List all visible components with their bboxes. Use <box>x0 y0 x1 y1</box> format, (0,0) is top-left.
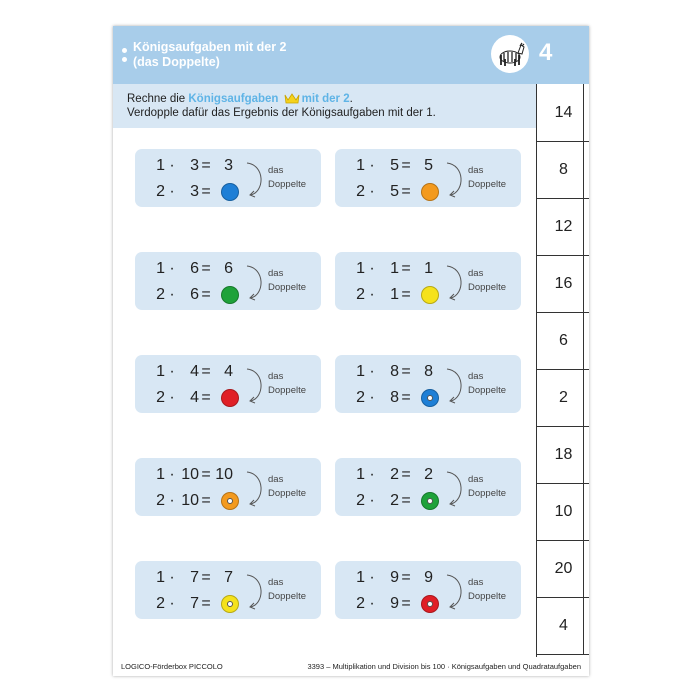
times-sign: · <box>169 157 175 174</box>
instruction-highlight: Königsaufgaben <box>188 93 279 105</box>
base-result: 4 <box>224 363 233 380</box>
answer-cell[interactable] <box>537 483 589 541</box>
exercise-card <box>335 252 521 310</box>
title-line-1: Königsaufgaben mit der 2 <box>133 40 287 54</box>
answer-color-dot-icon[interactable] <box>221 389 239 407</box>
answer-tab-divider <box>583 255 589 312</box>
equals-sign: = <box>401 569 411 586</box>
answer-cell[interactable] <box>537 312 589 370</box>
double-equation <box>351 389 413 407</box>
curved-arrow-icon <box>445 573 467 611</box>
base-equation <box>151 466 233 484</box>
times-sign: · <box>169 466 175 483</box>
answer-tab-divider <box>583 141 589 198</box>
base-result: 10 <box>215 466 233 483</box>
times-sign: · <box>169 595 175 612</box>
doubling-label: das <box>268 474 284 485</box>
times-sign: · <box>369 569 375 586</box>
footer-left: LOGICO-Förderbox PICCOLO <box>121 662 223 671</box>
times-sign: · <box>369 286 375 303</box>
page-number: 4 <box>539 39 553 66</box>
equals-sign: = <box>201 569 211 586</box>
doubling-label: das <box>268 371 284 382</box>
factor-1: 1 <box>156 260 165 277</box>
equals-sign: = <box>201 286 211 303</box>
equals-sign: = <box>201 466 211 483</box>
doubling-label: Doppelte <box>468 385 507 396</box>
factor-2: 9 <box>390 595 399 612</box>
exercise-card <box>135 149 321 207</box>
doubling-label: das <box>268 165 284 176</box>
answer-cell[interactable] <box>537 597 589 655</box>
base-result: 2 <box>424 466 433 483</box>
factor-1: 1 <box>356 260 365 277</box>
factor-1: 2 <box>356 595 365 612</box>
doubling-label: das <box>268 268 284 279</box>
instructions-panel <box>113 84 536 128</box>
answer-cell[interactable] <box>537 141 589 199</box>
exercise-card <box>335 149 521 207</box>
answer-value: 10 <box>554 502 573 520</box>
factor-2: 6 <box>190 260 199 277</box>
factor-2: 8 <box>390 389 399 406</box>
factor-1: 2 <box>156 286 165 303</box>
factor-1: 2 <box>356 492 365 509</box>
instruction-period: . <box>349 93 353 105</box>
base-equation <box>351 466 433 484</box>
exercise-card <box>335 458 521 516</box>
answer-color-dot-icon[interactable] <box>221 492 239 510</box>
doubling-label: Doppelte <box>468 488 507 499</box>
doubling-label: das <box>468 577 484 588</box>
answer-color-dot-icon[interactable] <box>221 183 239 201</box>
doubling-label: das <box>468 165 484 176</box>
footer-right: 3393 – Multiplikation und Division bis 100 · Königsaufgaben und Quadrataufgaben <box>307 662 581 671</box>
answer-cell[interactable] <box>537 540 589 598</box>
answer-value: 2 <box>559 388 568 406</box>
answer-cell[interactable] <box>537 369 589 427</box>
times-sign: · <box>169 492 175 509</box>
base-result: 7 <box>224 569 233 586</box>
base-equation <box>151 260 233 278</box>
double-equation <box>351 492 413 510</box>
answer-color-dot-icon[interactable] <box>221 595 239 613</box>
answer-color-dot-icon[interactable] <box>421 389 439 407</box>
answer-value: 6 <box>559 331 568 349</box>
answer-value: 4 <box>559 616 568 634</box>
double-equation <box>351 183 413 201</box>
factor-1: 2 <box>356 389 365 406</box>
doubling-label: das <box>468 268 484 279</box>
curved-arrow-icon <box>245 367 267 405</box>
base-result: 5 <box>424 157 433 174</box>
factor-1: 1 <box>156 466 165 483</box>
header-bar <box>113 26 589 84</box>
times-sign: · <box>169 183 175 200</box>
times-sign: · <box>369 492 375 509</box>
crown-icon <box>284 92 300 107</box>
factor-2: 7 <box>190 595 199 612</box>
factor-2: 2 <box>390 466 399 483</box>
doubling-label: Doppelte <box>268 591 307 602</box>
times-sign: · <box>369 466 375 483</box>
answer-value: 8 <box>559 160 568 178</box>
answer-tab-divider <box>583 369 589 426</box>
answer-cell[interactable] <box>537 198 589 256</box>
doubling-label: Doppelte <box>268 282 307 293</box>
doubling-label: Doppelte <box>468 591 507 602</box>
instruction-text: Rechne die <box>127 93 189 105</box>
base-equation <box>151 157 233 175</box>
equals-sign: = <box>201 492 211 509</box>
curved-arrow-icon <box>445 470 467 508</box>
double-equation <box>151 286 213 304</box>
factor-2: 1 <box>390 260 399 277</box>
answer-tab-divider <box>583 312 589 369</box>
exercise-card <box>135 458 321 516</box>
base-equation <box>151 363 233 381</box>
times-sign: · <box>169 286 175 303</box>
equals-sign: = <box>201 157 211 174</box>
base-result: 3 <box>224 157 233 174</box>
double-equation <box>351 286 413 304</box>
equals-sign: = <box>201 595 211 612</box>
double-equation <box>151 595 213 613</box>
worksheet-title <box>133 40 287 70</box>
factor-2: 4 <box>190 389 199 406</box>
equals-sign: = <box>201 389 211 406</box>
equals-sign: = <box>201 363 211 380</box>
answer-tab-divider <box>583 426 589 483</box>
base-equation <box>151 569 233 587</box>
equals-sign: = <box>201 183 211 200</box>
factor-1: 1 <box>356 466 365 483</box>
factor-2: 1 <box>390 286 399 303</box>
times-sign: · <box>169 569 175 586</box>
answer-value: 14 <box>554 103 573 121</box>
curved-arrow-icon <box>245 161 267 199</box>
equals-sign: = <box>401 492 411 509</box>
double-equation <box>151 183 213 201</box>
factor-1: 1 <box>356 569 365 586</box>
double-equation <box>151 492 213 510</box>
factor-2: 10 <box>181 492 199 509</box>
instruction-line-1 <box>127 92 353 107</box>
doubling-label: Doppelte <box>468 179 507 190</box>
bullet-dots-icon <box>122 48 128 66</box>
doubling-label: das <box>468 474 484 485</box>
exercise-card <box>135 561 321 619</box>
factor-1: 2 <box>156 492 165 509</box>
doubling-label: Doppelte <box>268 488 307 499</box>
answer-value: 18 <box>554 445 573 463</box>
times-sign: · <box>169 260 175 277</box>
times-sign: · <box>369 595 375 612</box>
base-equation <box>351 569 433 587</box>
times-sign: · <box>369 363 375 380</box>
exercise-card <box>335 561 521 619</box>
answer-value: 12 <box>554 217 573 235</box>
factor-2: 4 <box>190 363 199 380</box>
worksheet-card <box>113 26 589 676</box>
answer-tab-divider <box>583 540 589 597</box>
answer-color-dot-icon[interactable] <box>221 286 239 304</box>
times-sign: · <box>369 260 375 277</box>
exercise-card <box>335 355 521 413</box>
instruction-highlight-2: mit der 2 <box>301 93 350 105</box>
base-result: 9 <box>424 569 433 586</box>
factor-2: 7 <box>190 569 199 586</box>
factor-1: 1 <box>156 157 165 174</box>
double-equation <box>351 595 413 613</box>
base-equation <box>351 260 433 278</box>
factor-2: 3 <box>190 183 199 200</box>
times-sign: · <box>169 363 175 380</box>
base-result: 1 <box>424 260 433 277</box>
curved-arrow-icon <box>245 264 267 302</box>
instruction-line-2: Verdopple dafür das Ergebnis der Königsaufgaben mit der 1. <box>127 107 436 119</box>
doubling-label: Doppelte <box>468 282 507 293</box>
base-equation <box>351 363 433 381</box>
double-equation <box>151 389 213 407</box>
equals-sign: = <box>401 260 411 277</box>
curved-arrow-icon <box>445 367 467 405</box>
equals-sign: = <box>401 466 411 483</box>
factor-2: 8 <box>390 363 399 380</box>
answer-cell[interactable] <box>537 84 589 142</box>
factor-2: 10 <box>181 466 199 483</box>
answer-color-dot-icon[interactable] <box>421 183 439 201</box>
base-result: 6 <box>224 260 233 277</box>
curved-arrow-icon <box>445 264 467 302</box>
factor-1: 2 <box>356 286 365 303</box>
equals-sign: = <box>401 157 411 174</box>
equals-sign: = <box>201 260 211 277</box>
exercise-card <box>135 252 321 310</box>
answer-value: 16 <box>554 274 573 292</box>
factor-2: 5 <box>390 183 399 200</box>
answer-color-dot-icon[interactable] <box>421 492 439 510</box>
times-sign: · <box>369 389 375 406</box>
factor-1: 2 <box>156 389 165 406</box>
curved-arrow-icon <box>245 573 267 611</box>
base-equation <box>351 157 433 175</box>
factor-2: 2 <box>390 492 399 509</box>
doubling-label: Doppelte <box>268 385 307 396</box>
answer-tab-divider <box>583 597 589 654</box>
factor-2: 3 <box>190 157 199 174</box>
answer-color-dot-icon[interactable] <box>421 595 439 613</box>
curved-arrow-icon <box>445 161 467 199</box>
equals-sign: = <box>401 595 411 612</box>
answer-tab-divider <box>583 84 589 141</box>
exercise-card <box>135 355 321 413</box>
times-sign: · <box>369 157 375 174</box>
factor-1: 2 <box>356 183 365 200</box>
factor-1: 2 <box>156 595 165 612</box>
factor-2: 9 <box>390 569 399 586</box>
doubling-label: das <box>268 577 284 588</box>
factor-1: 1 <box>356 157 365 174</box>
zebra-icon <box>491 35 529 73</box>
curved-arrow-icon <box>245 470 267 508</box>
equals-sign: = <box>401 286 411 303</box>
answer-cell[interactable] <box>537 426 589 484</box>
factor-2: 5 <box>390 157 399 174</box>
factor-1: 1 <box>156 363 165 380</box>
answer-column <box>536 84 589 657</box>
base-result: 8 <box>424 363 433 380</box>
title-line-2: (das Doppelte) <box>133 55 220 69</box>
factor-1: 1 <box>356 363 365 380</box>
equals-sign: = <box>401 389 411 406</box>
equals-sign: = <box>401 363 411 380</box>
equals-sign: = <box>401 183 411 200</box>
factor-1: 2 <box>156 183 165 200</box>
answer-cell[interactable] <box>537 255 589 313</box>
answer-tab-divider <box>583 198 589 255</box>
factor-2: 6 <box>190 286 199 303</box>
doubling-label: Doppelte <box>268 179 307 190</box>
doubling-label: das <box>468 371 484 382</box>
answer-color-dot-icon[interactable] <box>421 286 439 304</box>
factor-1: 1 <box>156 569 165 586</box>
answer-tab-divider <box>583 483 589 540</box>
answer-value: 20 <box>554 559 573 577</box>
times-sign: · <box>369 183 375 200</box>
times-sign: · <box>169 389 175 406</box>
